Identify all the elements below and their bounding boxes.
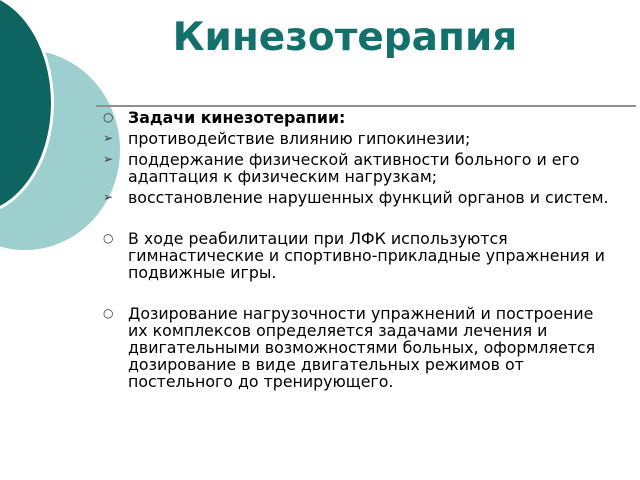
title-divider — [96, 105, 636, 107]
list-item-text: Дозирование нагрузочности упражнений и построение их комплексов определяется задачами лечения и двигательными возможностями больных, оформляется дозирование в виде двигательных режимов от постельного до тренирующего. — [128, 304, 596, 391]
bullet-list — [103, 109, 613, 390]
list-item-text: противодействие влиянию гипокинезии; — [128, 129, 471, 148]
list-item-text: Задачи кинезотерапии: — [128, 108, 346, 127]
list-item-task — [103, 189, 613, 206]
circle-bullet-icon: ○ — [103, 306, 114, 320]
list-item-paragraph — [103, 305, 613, 390]
arrowhead-bullet-icon: ➢ — [103, 190, 114, 204]
list-item-task — [103, 151, 613, 185]
arrowhead-bullet-icon: ➢ — [103, 131, 114, 145]
list-item-text: В ходе реабилитации при ЛФК используются гимнастические и спортивно-прикладные упражнения и подвижные игры. — [128, 229, 605, 282]
slide-title: Кинезотерапия — [172, 15, 518, 60]
list-item-paragraph — [103, 230, 613, 281]
circle-bullet-icon: ○ — [103, 231, 114, 245]
circle-bullet-icon: ○ — [103, 110, 114, 124]
list-item-subheading — [103, 109, 613, 126]
arrowhead-bullet-icon: ➢ — [103, 152, 114, 166]
list-item-task — [103, 130, 613, 147]
list-item-text: поддержание физической активности больного и его адаптация к физическим нагрузкам; — [128, 150, 580, 186]
list-item-text: восстановление нарушенных функций органов и систем. — [128, 188, 609, 207]
